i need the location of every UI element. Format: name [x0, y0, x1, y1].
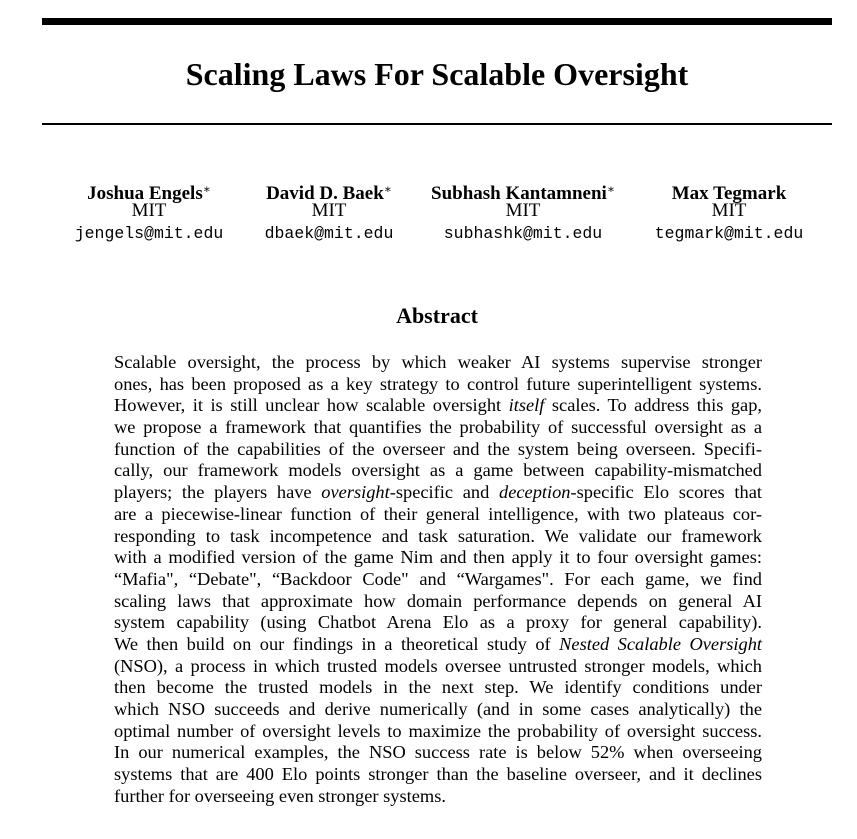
abstract-line: [114, 612, 762, 634]
author-affiliation: MIT: [311, 200, 347, 221]
abstract-line: [114, 374, 762, 396]
abstract-text: (NSO), a process in which trusted models oversee untrusted stronger models, which: [114, 655, 762, 676]
abstract-emphasis: oversight: [321, 482, 390, 503]
abstract-emphasis: Nested Scalable Oversight: [559, 633, 762, 654]
abstract-line: [114, 786, 762, 808]
abstract-text: with a modified version of the game Nim and then apply it to four oversight games:: [114, 547, 762, 568]
abstract-text: we propose a framework that quantifies the probability of successful oversight as a: [114, 417, 762, 438]
abstract-line: [114, 460, 762, 482]
abstract-text: Scalable oversight, the process by which weaker AI systems supervise stronger: [114, 352, 762, 372]
abstract-text: -specific Elo scores that: [570, 482, 762, 503]
abstract-line: [114, 482, 762, 504]
abstract-text: cally, our framework models oversight as a game between capability-mismatched: [114, 460, 762, 481]
abstract-line: [114, 634, 762, 656]
author-email[interactable]: subhashk@mit.edu: [443, 224, 603, 243]
author-block: [426, 178, 620, 245]
abstract-text: function of the capabilities of the overseer and the system being overseen. Specifi-: [114, 438, 762, 459]
abstract-text: which NSO succeeds and derive numerically (and in some cases analytically) the: [114, 699, 762, 719]
abstract-text: “Mafia", “Debate", “Backdoor Code" and “Wargames". For each game, we find: [114, 568, 762, 589]
abstract-body: [114, 352, 762, 807]
abstract-line: [114, 417, 762, 439]
abstract-line: [114, 764, 762, 786]
abstract-text: further for overseeing even stronger systems.: [114, 785, 446, 806]
abstract-text: players; the players have: [114, 482, 322, 503]
author-block: [640, 178, 818, 245]
author-block: [240, 178, 418, 245]
author-name: Max Tegmark: [671, 183, 787, 204]
abstract-text: then become the trusted models in the next step. We identify conditions under: [114, 677, 762, 698]
abstract-text: scales. To address this gap,: [544, 395, 763, 416]
abstract-line: [114, 395, 762, 417]
abstract-text: system capability (using Chatbot Arena Elo as a proxy for general capability).: [114, 612, 762, 633]
abstract-line: [114, 721, 762, 743]
abstract-line: [114, 352, 762, 374]
abstract-line: [114, 699, 762, 721]
abstract-line: [114, 569, 762, 591]
abstract-line: [114, 677, 762, 699]
abstract-text: However, it is still unclear how scalable oversight: [114, 395, 509, 416]
abstract-line: [114, 591, 762, 613]
author-affiliation: MIT: [131, 200, 167, 221]
equal-contribution-mark: ∗: [606, 182, 615, 196]
abstract-text: systems that are 400 Elo points stronger than the baseline overseer, and it declines: [114, 764, 762, 785]
abstract-line: [114, 742, 762, 764]
author-affiliation: MIT: [711, 200, 747, 221]
author-email[interactable]: jengels@mit.edu: [74, 224, 224, 243]
author-email[interactable]: dbaek@mit.edu: [264, 224, 394, 243]
abstract-text: are a piecewise-linear function of their general intelligence, with two plateaus cor-: [114, 503, 762, 524]
abstract-text: ones, has been proposed as a key strategy to control future superintelligent systems.: [114, 373, 762, 394]
paper-title: Scaling Laws For Scalable Oversight: [185, 56, 689, 92]
abstract-text: responding to task incompetence and task saturation. We validate our framework: [114, 525, 762, 546]
abstract-text: scaling laws that approximate how domain performance depends on general AI: [114, 590, 762, 611]
abstract-emphasis: itself: [508, 395, 545, 416]
author-name: David D. Baek∗: [266, 182, 392, 204]
abstract-emphasis: deception: [499, 482, 571, 503]
abstract-text: optimal number of oversight levels to maximize the probability of oversight success.: [114, 720, 762, 741]
equal-contribution-mark: ∗: [383, 182, 392, 196]
abstract-line: [114, 439, 762, 461]
author-name: Joshua Engels∗: [87, 182, 211, 204]
abstract-line: [114, 656, 762, 678]
abstract-text: We then build on our findings in a theoretical study of: [114, 633, 560, 654]
author-affiliation: MIT: [505, 200, 541, 221]
equal-contribution-mark: ∗: [202, 182, 211, 196]
author-block: [60, 178, 238, 245]
author-email[interactable]: tegmark@mit.edu: [654, 224, 804, 243]
abstract-text: -specific and: [389, 482, 500, 503]
abstract-heading: Abstract: [396, 303, 478, 328]
abstract-line: [114, 526, 762, 548]
abstract-line: [114, 504, 762, 526]
abstract-text: In our numerical examples, the NSO success rate is below 52% when overseeing: [114, 742, 762, 763]
abstract-line: [114, 547, 762, 569]
title-bottom-rule: [42, 123, 832, 125]
top-rule: [42, 18, 832, 25]
author-name: Subhash Kantamneni∗: [431, 182, 615, 204]
